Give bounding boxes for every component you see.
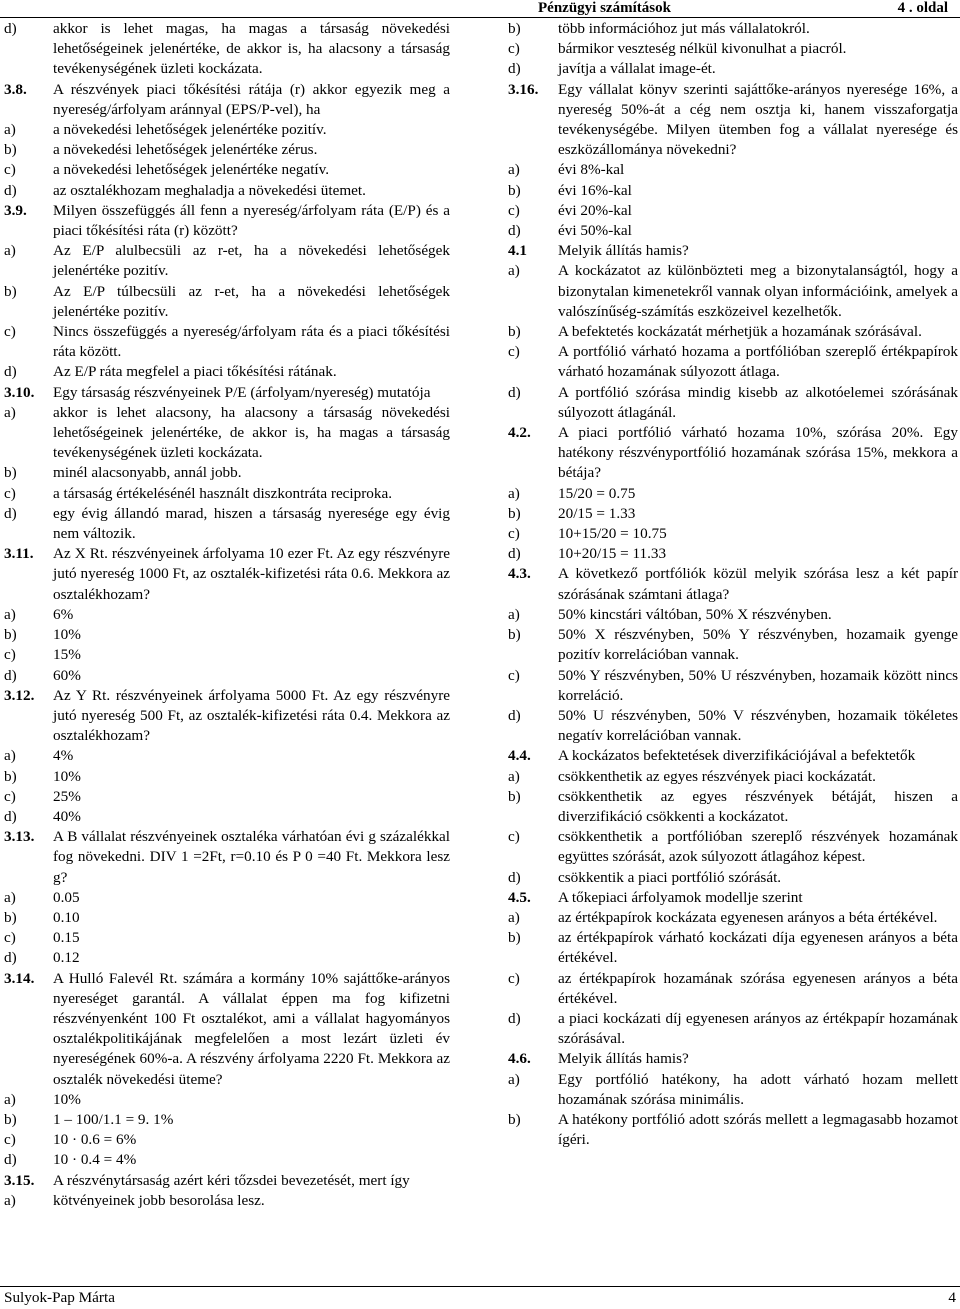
answer-option: [4, 807, 450, 827]
header-rule: [0, 17, 960, 18]
answer-option: [508, 342, 958, 382]
answer-option: [4, 1110, 450, 1130]
option-text: 40%: [53, 807, 81, 825]
left-column: [4, 19, 450, 1211]
question-item: [508, 564, 958, 604]
option-letter: d): [508, 868, 521, 886]
option-text: A kockázatot az különbözteti meg a bizonytalanságtól, hogy a bizonytalan kimenetekről vannak olyan információink, amelyek a valószínűség-számítás eszközeivel kezelhetők.: [558, 262, 958, 320]
option-text: 0.10: [53, 908, 80, 926]
answer-option: [4, 1090, 450, 1110]
option-letter: c): [4, 161, 16, 179]
answer-option: [4, 181, 450, 201]
option-text: Az E/P ráta megfelel a piaci tőkésítési rátának.: [53, 363, 337, 381]
answer-option: [4, 403, 450, 464]
question-item: [508, 80, 958, 161]
answer-option: [508, 908, 958, 928]
question-item: [4, 969, 450, 1090]
answer-option: [508, 201, 958, 221]
question-text: A következő portfóliók közül melyik szórása lesz a két papír szórásának számtani átlaga?: [558, 565, 958, 603]
answer-option: [4, 1130, 450, 1150]
option-letter: c): [4, 484, 16, 502]
option-text: az értékpapírok kockázata egyenesen arányos a béta értékével.: [558, 908, 938, 926]
option-text: minél alacsonyabb, annál jobb.: [53, 464, 242, 482]
option-letter: d): [508, 545, 521, 563]
option-letter: a): [508, 262, 520, 280]
option-text: egy évig állandó marad, hiszen a társaság nyeresége egy évig nem változik.: [53, 504, 450, 543]
option-text: Az E/P túlbecsüli az r-et, ha a növekedési lehetőségek jelenértéke pozitív.: [53, 282, 450, 320]
option-letter: a): [4, 747, 16, 765]
answer-option: [4, 282, 450, 322]
option-letter: d): [4, 949, 17, 967]
option-text: 0.05: [53, 888, 80, 906]
option-letter: d): [4, 807, 17, 825]
option-text: az értékpapírok várható kockázati díja egyenesen arányos a béta értékével.: [558, 929, 958, 967]
question-number: 3.12.: [4, 686, 35, 704]
option-text: A portfólió várható hozama a portfólióban szereplő értékpapírok várható hozamának súlyozott átlaga.: [558, 343, 958, 381]
answer-option: [508, 868, 958, 888]
option-letter: c): [508, 343, 520, 361]
answer-option: [508, 1009, 958, 1049]
option-text: 50% kincstári váltóban, 50% X részvényben.: [558, 605, 832, 623]
answer-option: [508, 928, 958, 968]
option-letter: c): [508, 828, 520, 846]
question-text: A piaci portfólió várható hozama 10%, szórása 20%. Egy hatékony részvényportfólió hozamának szórása 15%, mekkora a bétája?: [558, 424, 958, 482]
option-letter: a): [4, 403, 16, 421]
option-letter: d): [508, 383, 521, 401]
question-item: [508, 1049, 958, 1069]
question-number: 3.11.: [4, 545, 34, 563]
option-text: akkor is lehet alacsony, ha alacsony a társaság növekedési lehetőségeinek jelenértéke, de akkor is, ha magas a társaság tevékenységének üzleti kockázata.: [53, 403, 450, 462]
option-letter: a): [4, 888, 16, 906]
answer-option: [508, 1070, 958, 1110]
answer-option: [4, 948, 450, 968]
option-text: 10%: [53, 626, 81, 644]
page-header: [0, 0, 960, 17]
question-text: A részvénytársaság azért kéri tőzsdei bevezetését, mert így: [53, 1171, 410, 1189]
question-number: 4.2.: [508, 424, 531, 442]
answer-option: [4, 1150, 450, 1170]
answer-option: [508, 261, 958, 322]
option-letter: c): [508, 525, 520, 543]
question-item: [4, 383, 450, 403]
question-text: A tőkepiaci árfolyamok modellje szerint: [558, 888, 803, 906]
option-letter: a): [4, 1191, 16, 1209]
answer-option: [4, 767, 450, 787]
option-text: több információhoz jut más vállalatokról.: [558, 20, 810, 37]
header-page-number: 4 . oldal: [897, 0, 948, 16]
answer-option: [508, 767, 958, 787]
question-item: [508, 888, 958, 908]
answer-option: [508, 181, 958, 201]
option-letter: a): [4, 121, 16, 139]
option-letter: a): [4, 242, 16, 260]
answer-option: [4, 140, 450, 160]
question-number: 4.5.: [508, 888, 531, 906]
question-text: A B vállalat részvényeinek osztaléka várhatóan évi g százalékkal fog növekedni. DIV 1 =2Ft, r=0.10 és P 0 =40 Ft. Mekkora lesz g?: [53, 828, 450, 886]
option-letter: b): [4, 767, 17, 785]
option-letter: a): [4, 1090, 16, 1108]
answer-option: [4, 504, 450, 544]
question-number: 4.3.: [508, 565, 531, 583]
option-letter: d): [4, 666, 17, 684]
question-number: 3.13.: [4, 828, 35, 846]
question-number: 3.15.: [4, 1171, 35, 1189]
option-text: 10+20/15 = 11.33: [558, 545, 667, 563]
answer-option: [4, 19, 450, 80]
question-item: [4, 1171, 450, 1191]
option-text: 20/15 = 1.33: [558, 504, 636, 522]
option-text: akkor is lehet magas, ha magas a társaság növekedési lehetőségeinek jelenértéke, de akkor is, ha alacsony a társaság tevékenységének üzleti kockázata.: [53, 20, 450, 78]
answer-option: [508, 827, 958, 867]
option-text: 10%: [53, 1090, 81, 1108]
option-text: A portfólió szórása mindig kisebb az alkotóelemei szórásának súlyozott átlagánál.: [558, 383, 958, 421]
option-text: javítja a vállalat image-ét.: [558, 60, 716, 78]
option-text: 10+15/20 = 10.75: [558, 525, 667, 543]
option-text: 10 · 0.6 = 6%: [53, 1131, 137, 1149]
question-number: 4.6.: [508, 1050, 531, 1068]
option-letter: d): [508, 706, 521, 724]
option-letter: b): [508, 626, 521, 644]
option-text: Nincs összefüggés a nyereség/árfolyam ráta és a piaci tőkésítési ráta között.: [53, 323, 450, 361]
answer-option: [4, 625, 450, 645]
question-text: Egy társaság részvényeinek P/E (árfolyam/nyereség) mutatója: [53, 383, 431, 401]
option-letter: d): [4, 363, 17, 381]
question-number: 3.10.: [4, 383, 35, 401]
option-letter: a): [508, 484, 520, 502]
option-text: a növekedési lehetőségek jelenértéke negatív.: [53, 161, 330, 179]
option-letter: a): [508, 161, 520, 179]
option-text: a növekedési lehetőségek jelenértéke pozitív.: [53, 121, 327, 139]
footer-rule: [0, 1286, 960, 1287]
option-text: 4%: [53, 747, 74, 765]
option-letter: a): [508, 908, 520, 926]
option-letter: b): [508, 323, 521, 341]
option-letter: b): [4, 908, 17, 926]
option-text: A befektetés kockázatát mérhetjük a hozamának szórásával.: [558, 323, 922, 341]
answer-option: [508, 484, 958, 504]
answer-option: [508, 666, 958, 706]
option-text: 6%: [53, 605, 74, 623]
answer-option: [4, 888, 450, 908]
option-text: 0.12: [53, 949, 80, 967]
option-text: a társaság értékelésénél használt diszkontráta reciproka.: [53, 484, 393, 502]
option-text: évi 20%-kal: [558, 201, 632, 219]
answer-option: [508, 221, 958, 241]
option-text: 10%: [53, 767, 81, 785]
option-text: 50% Y részvényben, 50% U részvényben, hozamaik között nincs korreláció.: [558, 666, 958, 704]
author-name: Sulyok-Pap Márta: [4, 1289, 115, 1306]
answer-option: [508, 524, 958, 544]
option-letter: c): [4, 323, 16, 341]
question-text: Egy vállalat könyv szerinti sajáttőke-arányos nyeresége 16%, a nyereség 50%-át a cég nem osztja ki, hanem visszaforgatja tevékenységébe. Milyen ütemben fog a vállalat nyeresége és eszközállománya növekedni?: [558, 80, 958, 159]
question-item: [508, 423, 958, 484]
option-letter: b): [508, 20, 521, 37]
answer-option: [508, 19, 958, 39]
option-text: évi 16%-kal: [558, 181, 632, 199]
option-text: 15/20 = 0.75: [558, 484, 636, 502]
answer-option: [4, 605, 450, 625]
option-text: Az E/P alulbecsüli az r-et, ha a növekedési lehetőségek jelenértéke pozitív.: [53, 242, 450, 280]
option-text: csökkenthetik a portfólióban szereplő részvények hozamának együttes szórását, azok súlyozott átlagához képest.: [558, 828, 958, 866]
answer-option: [4, 787, 450, 807]
question-text: A kockázatos befektetések diverzifikációjával a befektetők: [558, 747, 916, 765]
option-letter: d): [508, 1009, 521, 1027]
question-number: 3.14.: [4, 969, 35, 987]
option-text: csökkentik a piaci portfólió szórását.: [558, 868, 782, 886]
question-text: Melyik állítás hamis?: [558, 242, 689, 260]
option-text: 50% U részvényben, 50% V részvényben, hozamaik tökéletes negatív korrelációban vannak.: [558, 706, 958, 745]
option-text: évi 8%-kal: [558, 161, 625, 179]
question-number: 3.16.: [508, 80, 539, 98]
option-letter: d): [4, 181, 17, 199]
option-letter: b): [4, 282, 17, 300]
option-text: a növekedési lehetőségek jelenértéke zérus.: [53, 141, 318, 159]
option-letter: c): [4, 929, 16, 947]
option-letter: c): [508, 666, 520, 684]
answer-option: [4, 645, 450, 665]
option-letter: b): [508, 504, 521, 522]
answer-option: [508, 544, 958, 564]
option-letter: b): [508, 929, 521, 947]
question-text: Az Y Rt. részvényeinek árfolyama 5000 Ft. Az egy részvényre jutó nyereség 500 Ft, az osztalék-kifizetési ráta 0.4. Mekkora az osztalékhozam?: [53, 686, 450, 745]
question-text: Az X Rt. részvényeinek árfolyama 10 ezer Ft. Az egy részvényre jutó nyereség 1000 Ft, az osztalék-kifizetési ráta 0.6. Mekkora az osztalékhozam?: [53, 545, 450, 603]
answer-option: [4, 120, 450, 140]
option-letter: c): [4, 646, 16, 664]
answer-option: [4, 928, 450, 948]
option-text: 1 – 100/1.1 = 9. 1%: [53, 1110, 174, 1128]
footer-page-number: 4: [948, 1289, 956, 1306]
answer-option: [4, 908, 450, 928]
option-letter: c): [508, 201, 520, 219]
question-text: Milyen összefüggés áll fenn a nyereség/árfolyam ráta (E/P) és a piaci tőkésítési ráta (r) között?: [53, 201, 450, 240]
answer-option: [508, 605, 958, 625]
answer-option: [4, 1191, 450, 1211]
option-letter: d): [4, 504, 17, 522]
option-text: bármikor veszteség nélkül kivonulhat a piacról.: [558, 40, 847, 58]
answer-option: [4, 746, 450, 766]
answer-option: [4, 463, 450, 483]
question-number: 3.8.: [4, 80, 27, 98]
option-letter: d): [508, 222, 521, 240]
question-text: A Hulló Falevél Rt. számára a kormány 10% sajáttőke-arányos nyereséget garantál. A vállalat éppen ma fog kifizetni részvényenként 100 Ft osztalékot, ami a vállalat hagyományos osztalékpolitikájának megfelelően a most lezárt üzleti év nyereségének 60%-a. A részvény árfolyama 2220 Ft. Mekkora az osztalék növekedési üteme?: [53, 969, 450, 1088]
option-letter: a): [508, 605, 520, 623]
right-column: [508, 19, 958, 1150]
option-letter: d): [4, 1151, 17, 1169]
option-letter: b): [4, 1110, 17, 1128]
option-letter: c): [508, 40, 520, 58]
option-letter: b): [508, 1110, 521, 1128]
question-item: [4, 827, 450, 888]
option-text: A hatékony portfólió adott szórás mellett a legmagasabb hozamot ígéri.: [558, 1110, 958, 1149]
document-title: Pénzügyi számítások: [538, 0, 671, 16]
question-number: 4.1: [508, 242, 527, 260]
answer-option: [508, 160, 958, 180]
question-item: [4, 80, 450, 120]
option-text: az értékpapírok hozamának szórása egyenesen arányos a béta értékével.: [558, 969, 958, 1007]
option-letter: c): [4, 1131, 16, 1149]
question-item: [4, 686, 450, 747]
option-letter: d): [508, 60, 521, 78]
question-item: [508, 241, 958, 261]
answer-option: [508, 706, 958, 746]
answer-option: [508, 1110, 958, 1150]
option-letter: c): [4, 787, 16, 805]
option-letter: c): [508, 969, 520, 987]
option-text: 60%: [53, 666, 81, 684]
question-number: 4.4.: [508, 747, 531, 765]
answer-option: [508, 969, 958, 1009]
question-item: [4, 544, 450, 605]
option-letter: b): [508, 787, 521, 805]
answer-option: [508, 504, 958, 524]
option-text: csökkenthetik az egyes részvények piaci kockázatát.: [558, 767, 876, 785]
answer-option: [4, 241, 450, 281]
question-number: 3.9.: [4, 201, 27, 219]
answer-option: [508, 39, 958, 59]
answer-option: [508, 625, 958, 665]
option-letter: d): [4, 20, 17, 37]
question-text: Melyik állítás hamis?: [558, 1050, 689, 1068]
option-text: az osztalékhozam meghaladja a növekedési ütemet.: [53, 181, 366, 199]
option-letter: a): [4, 605, 16, 623]
answer-option: [4, 362, 450, 382]
question-item: [4, 201, 450, 241]
option-text: 25%: [53, 787, 81, 805]
option-text: Egy portfólió hatékony, ha adott várható hozam mellett hozamának szórása minimális.: [558, 1070, 958, 1108]
option-letter: a): [508, 1070, 520, 1088]
option-letter: b): [4, 141, 17, 159]
answer-option: [508, 322, 958, 342]
question-text: A részvények piaci tőkésítési rátája (r) akkor egyezik meg a nyereség/árfolyam aránnyal (EPS/P-vel), ha: [53, 80, 450, 118]
answer-option: [508, 59, 958, 79]
option-letter: a): [508, 767, 520, 785]
answer-option: [4, 484, 450, 504]
option-letter: b): [4, 464, 17, 482]
option-text: kötvényeinek jobb besorolása lesz.: [53, 1191, 265, 1209]
option-letter: b): [4, 626, 17, 644]
answer-option: [4, 322, 450, 362]
option-text: 0.15: [53, 929, 80, 947]
question-item: [508, 746, 958, 766]
answer-option: [508, 787, 958, 827]
option-letter: b): [508, 181, 521, 199]
answer-option: [4, 160, 450, 180]
option-text: évi 50%-kal: [558, 222, 632, 240]
answer-option: [4, 666, 450, 686]
option-text: 10 · 0.4 = 4%: [53, 1151, 137, 1169]
answer-option: [508, 383, 958, 423]
option-text: 50% X részvényben, 50% Y részvényben, hozamaik gyenge pozitív korrelációban vannak.: [558, 626, 958, 664]
option-text: csökkenthetik az egyes részvények bétáját, hiszen a diverzifikáció csökkenti a kockázatot.: [558, 787, 958, 825]
option-text: 15%: [53, 646, 81, 664]
option-text: a piaci kockázati díj egyenesen arányos az értékpapír hozamának szórásával.: [558, 1009, 958, 1048]
